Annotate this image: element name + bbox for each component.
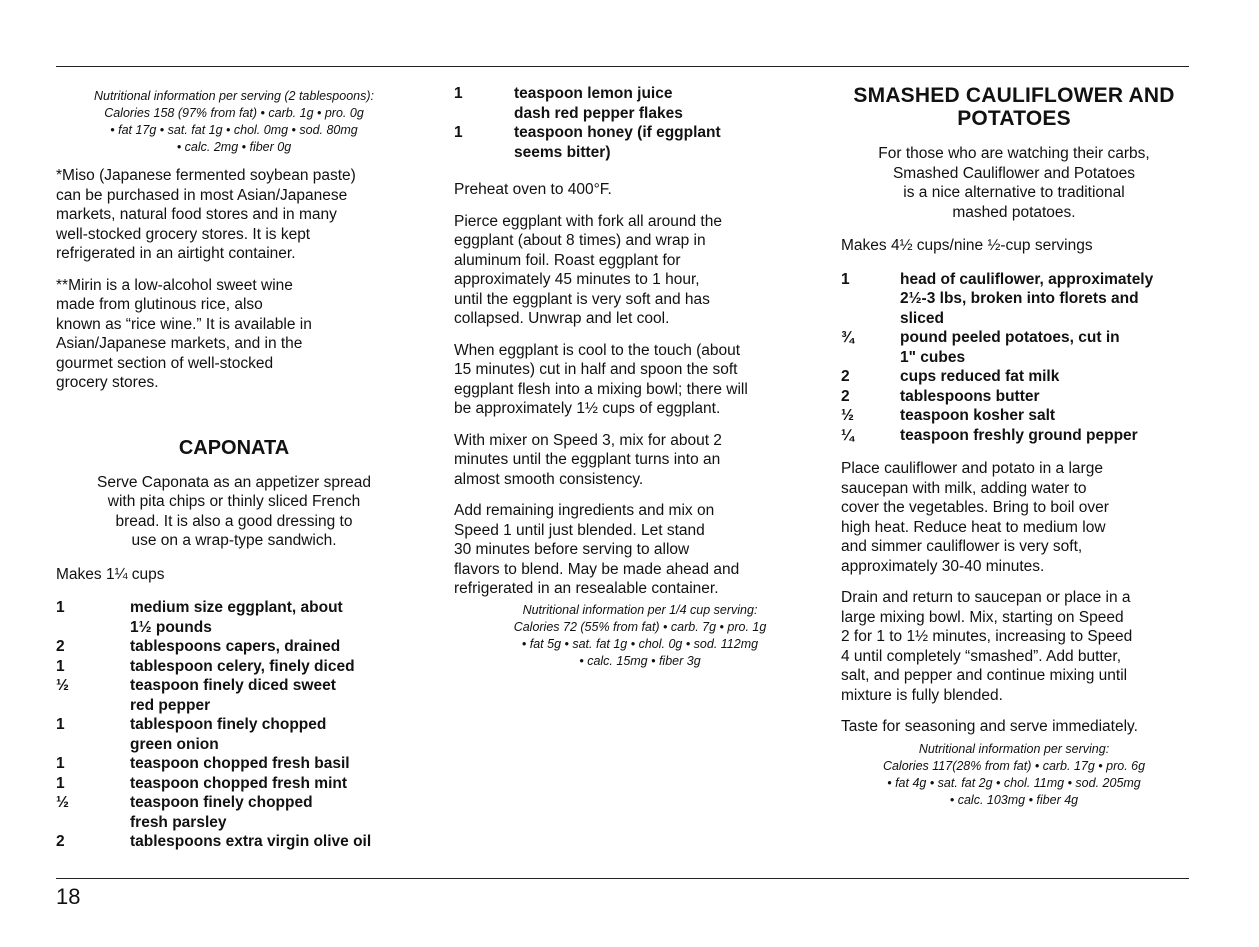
nutrition-line: • calc. 2mg • fiber 0g <box>176 140 292 154</box>
smashed-cauliflower-title: SMASHED CAULIFLOWER AND POTATOES <box>853 84 1175 130</box>
column-3 <box>841 84 1187 809</box>
ingredient-row: 1 medium size eggplant, about 1½ pounds <box>56 599 343 636</box>
nutrition-info-cauliflower <box>841 741 1187 809</box>
mirin-note: **Mirin is a low-alcohol sweet wine made from glutinous rice, also known as “rice wine.” It is available in Asian/Japanese markets, and in the gourmet section of well-stocked grocery stores. <box>56 276 312 391</box>
ingredient-row: 1 tablespoon finely chopped green onion <box>56 716 327 753</box>
step-blend: Add remaining ingredients and mix on Speed 1 until just blended. Let stand 30 minutes before serving to allow flavors to blend. May be made ahead and refrigerated in an resealable container. <box>454 502 740 597</box>
smashed-cauliflower-yield: Makes 4½ cups/nine ½-cup servings <box>841 237 1093 254</box>
nutrition-line: • fat 17g • sat. fat 1g • chol. 0mg • sod. 80mg <box>110 123 358 137</box>
smashed-cauliflower-ingredients <box>841 270 1187 446</box>
step-smash: Drain and return to saucepan or place in a large mixing bowl. Mix, starting on Speed 2 for 1 to 1½ minutes, increasing to Speed 4 until completely “smashed”. Add butter, salt, and pepper and continue mixing until mixture is fully blended. <box>841 589 1133 704</box>
ingredient-row: 1 teaspoon chopped fresh basil <box>56 755 350 772</box>
nutrition-line: Nutritional information per serving (2 tablespoons): <box>94 89 374 103</box>
caponata-ingredients-continued <box>454 84 804 162</box>
ingredient-row: 2 tablespoons butter <box>841 387 1040 405</box>
step-roast: Pierce eggplant with fork all around the eggplant (about 8 times) and wrap in aluminum foil. Roast eggplant for approximately 45 minutes to 1 hour, until the eggplant is very soft and has collapsed. Unwrap and let cool. <box>454 212 722 327</box>
step-preheat: Preheat oven to 400°F. <box>454 181 612 198</box>
nutrition-info-caponata <box>454 602 804 670</box>
nutrition-line: Calories 72 (55% from fat) • carb. 7g • pro. 1g <box>513 619 767 634</box>
ingredient-row: ½ teaspoon finely chopped fresh parsley <box>56 794 313 831</box>
nutrition-line: • calc. 103mg • fiber 4g <box>949 792 1079 807</box>
nutrition-line: • calc. 15mg • fiber 3g <box>579 653 701 668</box>
ingredient-row: 2 tablespoons extra virgin olive oil <box>56 833 372 850</box>
caponata-intro: Serve Caponata as an appetizer spread with pita chips or thinly sliced French bread. It is also a good dressing to use on a wrap-type sandwich. <box>96 473 371 549</box>
ingredient-row: ¼ teaspoon freshly ground pepper <box>841 426 1138 444</box>
ingredient-row: 2 cups reduced fat milk <box>841 368 1060 385</box>
ingredient-row: 1 teaspoon chopped fresh mint <box>56 774 348 792</box>
ingredient-row: 1 teaspoon honey (if eggplant seems bitter) <box>454 124 721 161</box>
top-rule <box>56 66 1189 67</box>
ingredient-row: 1 teaspoon lemon juice dash red pepper flakes <box>454 85 683 122</box>
step-mix: With mixer on Speed 3, mix for about 2 minutes until the eggplant turns into an almost smooth consistency. <box>454 431 722 488</box>
caponata-ingredients <box>56 598 412 852</box>
ingredient-row: ¾ pound peeled potatoes, cut in 1" cubes <box>841 329 1120 366</box>
smashed-cauliflower-intro: For those who are watching their carbs, Smashed Cauliflower and Potatoes is a nice alternative to traditional mashed potatoes. <box>878 145 1150 221</box>
ingredient-row: ½ teaspoon finely diced sweet red pepper <box>56 677 336 714</box>
nutrition-line: • fat 5g • sat. fat 1g • chol. 0g • sod. 112mg <box>521 636 759 651</box>
nutrition-line: • fat 4g • sat. fat 2g • chol. 11mg • sod. 205mg <box>887 775 1141 790</box>
column-1 <box>56 84 412 852</box>
miso-note: *Miso (Japanese fermented soybean paste) can be purchased in most Asian/Japanese markets, natural food stores and in many well-stocked grocery stores. It is kept refrigerated in an airtight container. <box>56 167 356 262</box>
nutrition-info-dressing <box>56 88 412 156</box>
caponata-title: CAPONATA <box>178 436 290 459</box>
ingredient-row: 1 head of cauliflower, approximately 2½-3 lbs, broken into florets and sliced <box>841 270 1154 327</box>
nutrition-line: Calories 158 (97% from fat) • carb. 1g • pro. 0g <box>104 106 364 120</box>
nutrition-line: Nutritional information per serving: <box>918 741 1110 756</box>
page-number: 18 <box>56 884 81 909</box>
step-scoop: When eggplant is cool to the touch (about 15 minutes) cut in half and spoon the soft eggplant flesh into a mixing bowl; there will be approximately 1½ cups of eggplant. <box>454 341 748 417</box>
step-serve: Taste for seasoning and serve immediately. <box>841 718 1138 735</box>
nutrition-line: Nutritional information per 1/4 cup serving: <box>522 602 758 617</box>
ingredient-row: 1 tablespoon celery, finely diced <box>56 657 355 675</box>
ingredient-row: ½ teaspoon kosher salt <box>841 407 1056 424</box>
caponata-yield: Makes 1¼ cups <box>56 565 165 583</box>
column-2 <box>454 84 804 670</box>
nutrition-line: Calories 117(28% from fat) • carb. 17g • pro. 6g <box>882 758 1146 773</box>
step-simmer: Place cauliflower and potato in a large saucepan with milk, adding water to cover the vegetables. Bring to boil over high heat. Reduce heat to medium low and simmer cauliflower is very soft, approximately 30-40 minutes. <box>841 460 1109 575</box>
ingredient-row: 2 tablespoons capers, drained <box>56 638 341 655</box>
bottom-rule <box>56 878 1189 879</box>
